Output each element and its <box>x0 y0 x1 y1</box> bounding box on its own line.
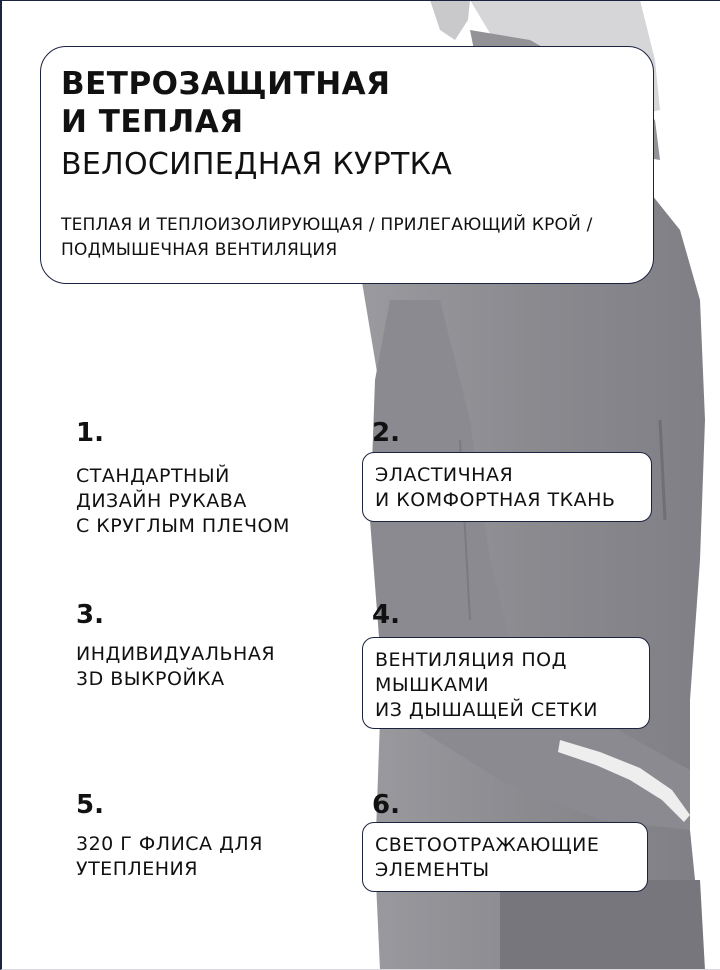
feature-1-line: С КРУГЛЫМ ПЛЕЧОМ <box>76 515 290 537</box>
feature-box-2 <box>362 452 652 522</box>
title-line-1: ВЕТРОЗАЩИТНАЯ <box>61 66 391 102</box>
feature-number-3: 3. <box>76 600 104 630</box>
feature-text-5 <box>76 832 263 882</box>
feature-2-line: И КОМФОРТНАЯ ТКАНЬ <box>375 489 616 511</box>
feature-3-line: 3D ВЫКРОЙКА <box>76 668 225 690</box>
feature-5-line: 320 Г ФЛИСА ДЛЯ <box>76 833 263 855</box>
title-line-3: ВЕЛОСИПЕДНАЯ КУРТКА <box>61 147 453 182</box>
feature-text-6 <box>375 833 635 883</box>
subtitle-line-2: ПОДМЫШЕЧНАЯ ВЕНТИЛЯЦИЯ <box>61 240 338 260</box>
subtitle-line-1: ТЕПЛАЯ И ТЕПЛОИЗОЛИРУЮЩАЯ / ПРИЛЕГАЮЩИЙ КРОЙ / <box>61 215 593 235</box>
feature-4-line: МЫШКАМИ <box>375 674 490 696</box>
subtitle <box>61 213 641 263</box>
feature-box-6 <box>362 822 648 892</box>
feature-text-3 <box>76 642 275 692</box>
feature-4-line: ВЕНТИЛЯЦИЯ ПОД <box>375 649 567 671</box>
feature-6-line: ЭЛЕМЕНТЫ <box>375 859 490 881</box>
feature-number-6: 6. <box>372 790 400 820</box>
feature-1-line: СТАНДАРТНЫЙ <box>76 465 230 487</box>
feature-number-1: 1. <box>76 418 104 448</box>
feature-number-2: 2. <box>372 418 400 448</box>
feature-text-1 <box>76 464 290 539</box>
feature-5-line: УТЕПЛЕНИЯ <box>76 858 198 880</box>
feature-text-4 <box>375 648 637 723</box>
feature-number-5: 5. <box>76 790 104 820</box>
feature-number-4: 4. <box>372 600 400 630</box>
feature-text-2 <box>375 463 639 513</box>
feature-2-line: ЭЛАСТИЧНАЯ <box>375 464 514 486</box>
title-line-2: И ТЕПЛАЯ <box>61 104 244 140</box>
feature-6-line: СВЕТООТРАЖАЮЩИЕ <box>375 834 600 856</box>
title-card <box>40 46 654 284</box>
feature-1-line: ДИЗАЙН РУКАВА <box>76 490 247 512</box>
feature-box-4 <box>362 637 650 729</box>
feature-3-line: ИНДИВИДУАЛЬНАЯ <box>76 643 276 665</box>
feature-4-line: ИЗ ДЫШАЩЕЙ СЕТКИ <box>375 699 598 721</box>
